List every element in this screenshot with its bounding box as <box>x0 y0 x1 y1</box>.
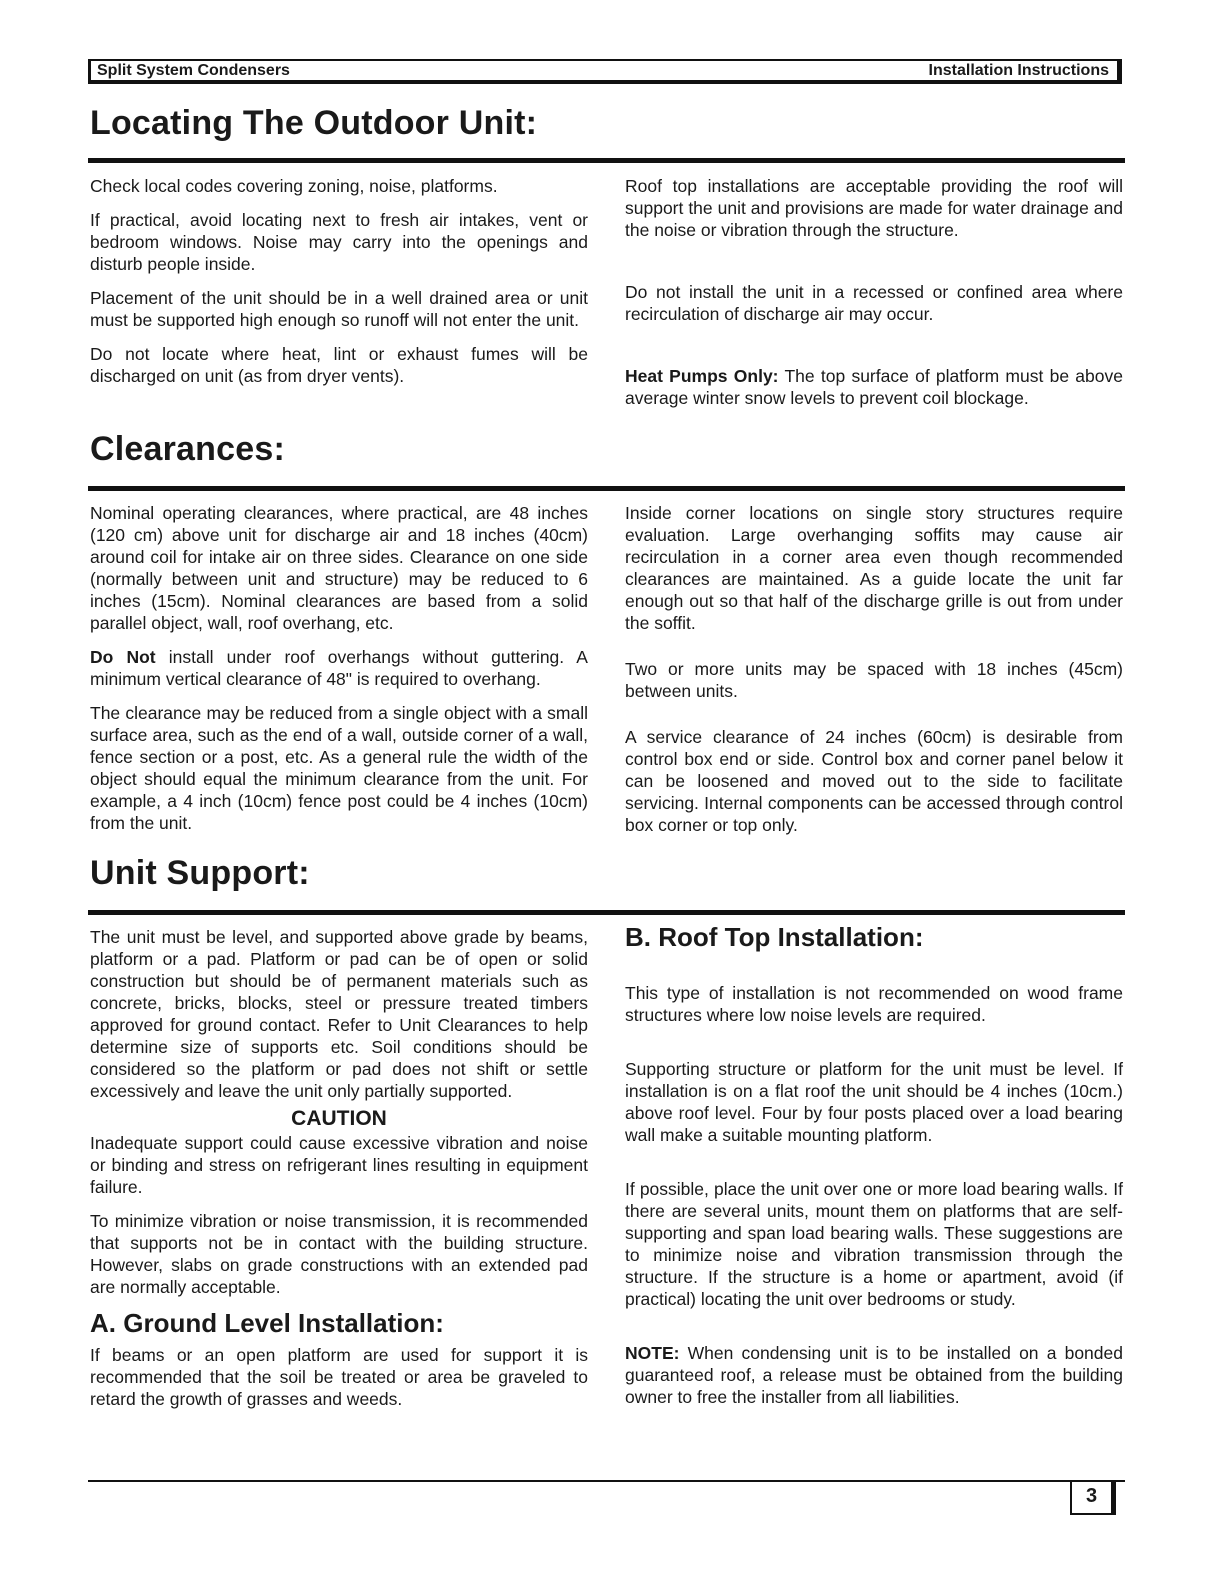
note-label: NOTE: <box>625 1343 680 1363</box>
subsection-title-ground: A. Ground Level Installation: <box>90 1308 444 1338</box>
paragraph: If possible, place the unit over one or more load bearing walls. If there are several units, mount them on platforms that are self-supporting and span load bearing walls. These suggestions are to minimize noise and vibration transmission through the structure. If the structure is a home or apartment, avoid (if practical) locating the unit over bedrooms or study. <box>625 1179 1123 1309</box>
paragraph: If practical, avoid locating next to fresh air intakes, vent or bedroom windows. Noise may carry into the openings and disturb people inside. <box>90 210 588 274</box>
page-number: 3 <box>1070 1482 1116 1515</box>
note-paragraph <box>625 1342 1123 1408</box>
paragraph: A service clearance of 24 inches (60cm) is desirable from control box end or side. Control box and corner panel below it can be loosened and moved out to the side to facilitate servicing. Internal components can be accessed through control box corner or top only. <box>625 727 1123 835</box>
paragraph: Inside corner locations on single story structures require evaluation. Large overhanging soffits may cause air recirculation in a corner area even though recommended clearances are maintained. As a guide locate the unit far enough out so that half of the discharge grille is out from under the soffit. <box>625 503 1123 633</box>
caution-paragraph: Inadequate support could cause excessive vibration and noise or binding and stress on refrigerant lines resulting in equipment failure. <box>90 1133 588 1197</box>
header-right-title: Installation Instructions <box>928 62 1109 79</box>
do-not-text: install under roof overhangs without guttering. A minimum vertical clearance of 48" is required to overhang. <box>90 647 588 689</box>
paragraph: Supporting structure or platform for the unit must be level. If installation is on a flat roof the unit should be 4 inches (10cm.) above roof level. Four by four posts placed over a load bearing wall make a suitable mounting platform. <box>625 1059 1123 1145</box>
locating-right-column <box>625 175 1123 421</box>
section-title-unit-support: Unit Support: <box>90 854 310 892</box>
paragraph: The unit must be level, and supported above grade by beams, platform or a pad. Platform or pad can be of open or solid construction but should be of permanent materials such as concrete, bricks, blocks, steel or pressure treated timbers approved for ground contact. Refer to Unit Clearances to help determine size of supports etc. Soil conditions should be considered so the platform or pad does not shift or settle excessively and leave the unit only partially supported. <box>90 927 588 1101</box>
section-title-locating: Locating The Outdoor Unit: <box>90 104 538 142</box>
paragraph: Roof top installations are acceptable providing the roof will support the unit and provisions are made for water drainage and the noise or vibration through the structure. <box>625 176 1123 240</box>
subsection-title-roof: B. Roof Top Installation: <box>625 922 924 952</box>
footer-rule <box>88 1480 1125 1482</box>
clearances-left-column <box>90 502 588 846</box>
caution-heading: CAUTION <box>291 1107 387 1130</box>
paragraph: If beams or an open platform are used for support it is recommended that the soil be treated or area be graveled to retard the growth of grasses and weeds. <box>90 1345 588 1409</box>
paragraph: This type of installation is not recommended on wood frame structures where low noise levels are required. <box>625 983 1123 1025</box>
section-title-clearances: Clearances: <box>90 430 285 468</box>
paragraph: Placement of the unit should be in a well drained area or unit must be supported high enough so runoff will not enter the unit. <box>90 288 588 330</box>
heat-pumps-label: Heat Pumps Only: <box>625 366 779 386</box>
note-text: When condensing unit is to be installed on a bonded guaranteed roof, a release must be obtained from the building owner to free the installer from all liabilities. <box>625 1343 1123 1407</box>
section-rule <box>88 158 1125 163</box>
paragraph: To minimize vibration or noise transmission, it is recommended that supports not be in contact with the building structure. However, slabs on grade constructions with an extended pad are normally acceptable. <box>90 1211 588 1297</box>
paragraph: Check local codes covering zoning, noise, platforms. <box>90 176 498 196</box>
do-not-paragraph <box>90 646 588 690</box>
section-rule <box>88 910 1125 915</box>
header-left-title: Split System Condensers <box>97 62 290 79</box>
paragraph: The clearance may be reduced from a single object with a small surface area, such as the end of a wall, outside corner of a wall, fence section or a post, etc. As a general rule the width of the object should equal the minimum clearance from the unit. For example, a 4 inch (10cm) fence post could be 4 inches (10cm) from the unit. <box>90 703 588 833</box>
paragraph: Do not locate where heat, lint or exhaust fumes will be discharged on unit (as from dryer vents). <box>90 344 588 386</box>
paragraph: Two or more units may be spaced with 18 inches (45cm) between units. <box>625 659 1123 701</box>
heat-pumps-text: The top surface of platform must be above average winter snow levels to prevent coil blockage. <box>625 366 1123 408</box>
paragraph: Do not install the unit in a recessed or confined area where recirculation of discharge air may occur. <box>625 282 1123 324</box>
heat-pumps-paragraph <box>625 365 1123 409</box>
running-header <box>88 59 1122 84</box>
do-not-label: Do Not <box>90 647 156 667</box>
section-rule <box>88 486 1125 491</box>
clearances-right-column <box>625 502 1123 848</box>
paragraph: Nominal operating clearances, where practical, are 48 inches (120 cm) above unit for discharge air and 18 inches (40cm) around coil for intake air on three sides. Clearance on one side (normally between unit and structure) may be reduced to 6 inches (15cm). Nominal clearances are based from a solid parallel object, wall, roof overhang, etc. <box>90 503 588 633</box>
locating-left-column <box>90 175 588 399</box>
support-right-column <box>625 922 1123 1420</box>
support-left-column <box>90 926 588 1422</box>
